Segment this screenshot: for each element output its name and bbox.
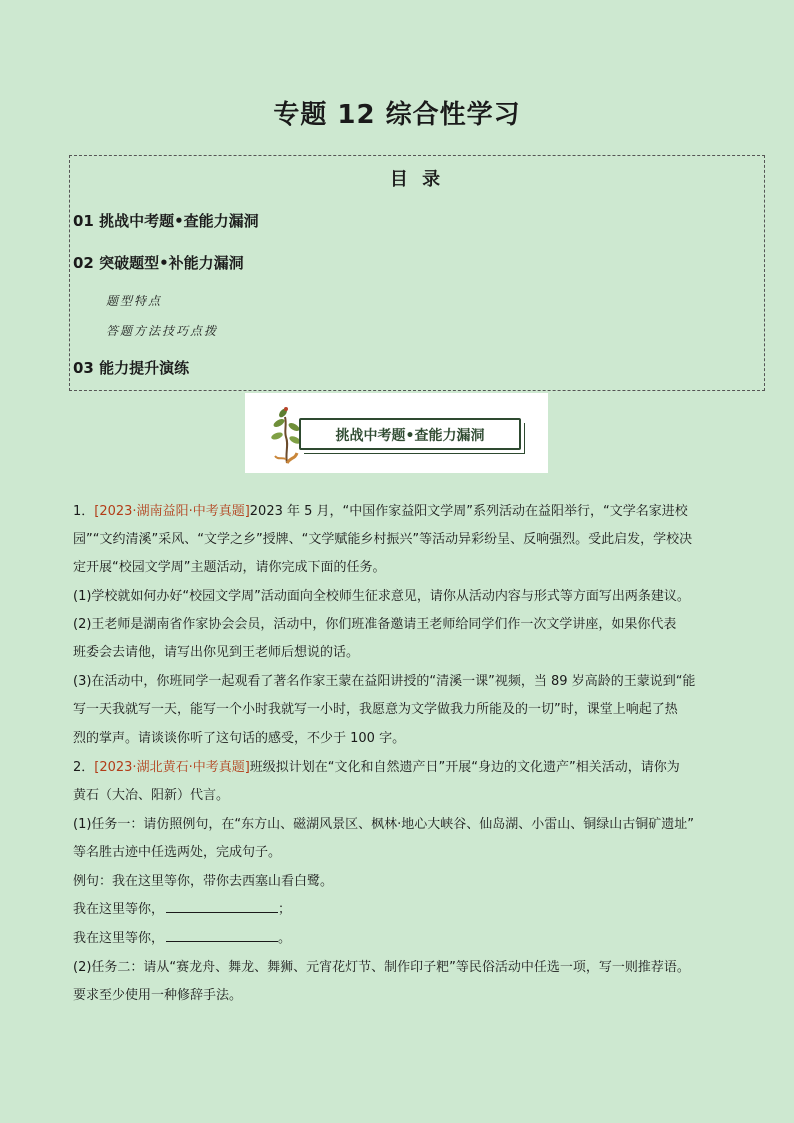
q1-sub-3-line-2: 写一天我就写一天，能写一个小时我就写一小时，我愿意为文学做我力所能及的一切”时，课堂上响起了热 <box>73 702 678 717</box>
toc-heading: 目 录 <box>389 169 445 190</box>
q2-blank-1-suffix: ； <box>278 902 292 917</box>
q2-line-1 <box>73 756 680 775</box>
banner-label: 挑战中考题•查能力漏洞 <box>335 428 485 444</box>
toc-subitem-features[interactable]: 题型特点 <box>106 294 163 308</box>
toc-item-02[interactable]: 02 突破题型•补能力漏洞 <box>73 254 244 272</box>
q1-sub-1: (1)学校就如何办好“校园文学周”活动面向全校师生征求意见，请你从活动内容与形式等方面写出两条建议。 <box>73 589 690 604</box>
banner-label-box <box>299 418 521 450</box>
q1-line-2: 园”“文约清溪”采风、“文学之乡”授牌、“文学赋能乡村振兴”等活动异彩纷呈、反响强烈。受此启发，学校决 <box>73 532 693 547</box>
q1-sub-3-line-3: 烈的掌声。请谈谈你听了这句话的感受，不少于 100 字。 <box>73 731 406 746</box>
section-banner <box>245 393 548 473</box>
q2-line-2: 黄石（大冶、阳新）代言。 <box>73 788 230 803</box>
answer-blank-2[interactable] <box>166 928 278 942</box>
q2-sub-2-line-2: 要求至少使用一种修辞手法。 <box>73 988 243 1003</box>
q2-sub-1-line-2: 等名胜古迹中任选两处，完成句子。 <box>73 845 282 860</box>
toc-item-01[interactable]: 01 挑战中考题•查能力漏洞 <box>73 212 259 230</box>
q1-sub-3-line-1: (3)在活动中，你班同学一起观看了著名作家王蒙在益阳讲授的“清溪一课”视频，当 89 岁高龄的王蒙说到“能 <box>73 674 696 689</box>
answer-blank-1[interactable] <box>166 899 278 913</box>
q2-number: 2． <box>73 760 95 775</box>
q2-text-1: 班级拟计划在“文化和自然遗产日”开展“身边的文化遗产”相关活动，请你为 <box>249 760 680 775</box>
q2-blank-2-prefix: 我在这里等你， <box>73 931 165 946</box>
toc-item-03[interactable]: 03 能力提升演练 <box>73 359 190 377</box>
q2-blank-2-suffix: 。 <box>278 931 292 946</box>
q1-line-1 <box>73 500 688 519</box>
q1-sub-2-line-2: 班委会去请他，请写出你见到王老师后想说的话。 <box>73 645 360 660</box>
q1-line-3: 定开展“校园文学周”主题活动，请你完成下面的任务。 <box>73 560 386 575</box>
page-title: 专题 12 综合性学习 <box>273 100 521 130</box>
table-of-contents <box>69 155 765 391</box>
q2-blank-line-2 <box>73 927 291 946</box>
q1-source: [2023·湖南益阳·中考真题] <box>94 504 250 519</box>
q1-sub-2-line-1: (2)王老师是湖南省作家协会会员，活动中，你们班准备邀请王老师给同学们作一次文学讲座，如果你代表 <box>73 617 677 632</box>
q2-source: [2023·湖北黄石·中考真题] <box>94 760 250 775</box>
q2-blank-line-1 <box>73 898 291 917</box>
q2-sub-1-line-1: (1)任务一：请仿照例句，在“东方山、磁湖风景区、枫林·地心大峡谷、仙岛湖、小雷山、铜绿山古铜矿遗址” <box>73 817 695 832</box>
q1-number: 1． <box>73 504 95 519</box>
q2-example: 例句：我在这里等你，带你去西塞山看白鹭。 <box>73 874 334 889</box>
q1-text-1: 2023 年 5 月，“中国作家益阳文学周”系列活动在益阳举行，“文学名家进校 <box>249 504 688 519</box>
toc-subitem-methods[interactable]: 答题方法技巧点拨 <box>106 324 219 338</box>
q2-sub-2-line-1: (2)任务二：请从“赛龙舟、舞龙、舞狮、元宵花灯节、制作印子粑”等民俗活动中任选一项，写一则推荐语。 <box>73 960 690 975</box>
q2-blank-1-prefix: 我在这里等你， <box>73 902 165 917</box>
